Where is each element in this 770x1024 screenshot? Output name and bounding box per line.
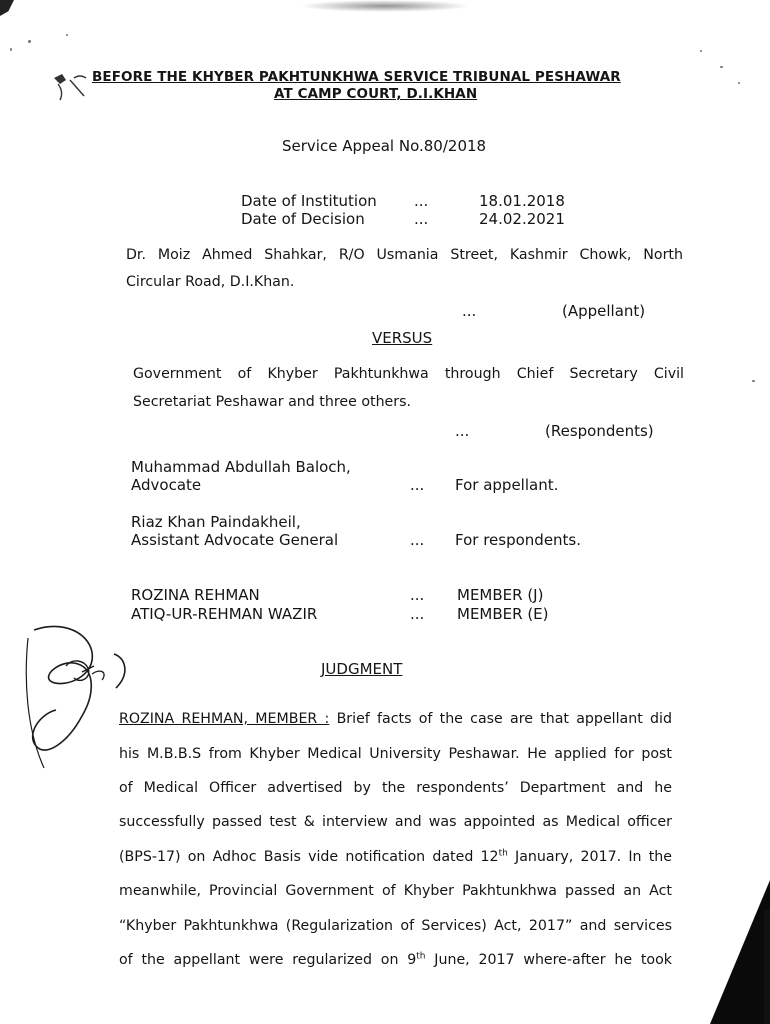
scan-corner-mark	[0, 0, 14, 16]
appellant-separator: ...	[462, 302, 477, 320]
appeal-number: Service Appeal No.80/2018	[282, 137, 487, 155]
respondents-line2: Secretariat Peshawar and three others.	[133, 394, 412, 410]
respondents-role: (Respondents)	[545, 422, 654, 440]
judgment-line-8-a: of the appellant were regularized on 9	[119, 952, 417, 968]
decision-date-value: 24.02.2021	[479, 210, 565, 228]
scan-smudge	[300, 0, 470, 12]
judgment-line-8-sup: th	[416, 951, 426, 962]
institution-date-value: 18.01.2018	[479, 192, 565, 210]
judgment-line-5-a: (BPS-17) on Adhoc Basis vide notification dated 12	[119, 849, 499, 865]
respondent-counsel-for: For respondents.	[455, 531, 582, 549]
bench-member-2-name: ATIQ-UR-REHMAN WAZIR	[131, 605, 318, 623]
judgment-line-1	[119, 711, 672, 727]
respondent-counsel-separator: ...	[410, 531, 425, 549]
appellant-counsel-for: For appellant.	[455, 476, 559, 494]
appellant-counsel-title: Advocate	[131, 476, 202, 494]
respondent-counsel-title: Assistant Advocate General	[131, 531, 339, 549]
judgment-line-2: his M.B.B.S from Khyber Medical University Peshawar. He applied for post	[119, 746, 672, 762]
appellant-counsel-name: Muhammad Abdullah Baloch,	[131, 458, 351, 476]
scan-edge-strip	[764, 910, 770, 1024]
scribble-mark-icon	[50, 70, 90, 104]
versus-heading: VERSUS	[372, 329, 433, 347]
bench-member-2-role: MEMBER (E)	[457, 605, 549, 623]
judgment-line-5	[119, 849, 672, 865]
judgment-line-8-b: June, 2017 where-after he took	[425, 952, 673, 968]
judgment-line-1-text: Brief facts of the case are that appellant did	[336, 711, 672, 727]
judgment-line-3: of Medical Officer advertised by the respondents’ Department and he	[119, 780, 672, 796]
scan-speckle	[10, 48, 12, 51]
scan-speckle	[752, 380, 755, 382]
scan-speckle	[28, 40, 31, 43]
bench-member-1-name: ROZINA REHMAN	[131, 586, 260, 604]
bench-member-1-role: MEMBER (J)	[457, 586, 544, 604]
judgment-heading: JUDGMENT	[321, 660, 403, 678]
judgment-line-7: “Khyber Pakhtunkhwa (Regularization of Services) Act, 2017” and services	[119, 918, 672, 934]
respondents-line1: Government of Khyber Pakhtunkhwa through Chief Secretary Civil	[133, 366, 684, 382]
institution-date-label: Date of Institution	[241, 192, 377, 210]
scan-speckle	[738, 82, 740, 84]
camp-court-title: AT CAMP COURT, D.I.KHAN	[274, 86, 478, 102]
respondent-counsel-name: Riaz Khan Paindakheil,	[131, 513, 301, 531]
judgment-line-4: successfully passed test & interview and was appointed as Medical officer	[119, 814, 672, 830]
appellant-counsel-separator: ...	[410, 476, 425, 494]
decision-date-label: Date of Decision	[241, 210, 365, 228]
judgment-line-5-sup: th	[498, 848, 508, 859]
institution-date-separator: ...	[414, 192, 429, 210]
bench-member-1-separator: ...	[410, 586, 425, 604]
tribunal-title: BEFORE THE KHYBER PAKHTUNKHWA SERVICE TRIBUNAL PESHAWAR	[92, 69, 621, 85]
appellant-role: (Appellant)	[562, 302, 646, 320]
judgment-line-5-b: January, 2017. In the	[507, 849, 672, 865]
bench-member-2-separator: ...	[410, 605, 425, 623]
decision-date-separator: ...	[414, 210, 429, 228]
judgment-author: ROZINA REHMAN, MEMBER :	[119, 711, 330, 727]
respondents-separator: ...	[455, 422, 470, 440]
appellant-address-line1: Dr. Moiz Ahmed Shahkar, R/O Usmania Street, Kashmir Chowk, North	[126, 247, 683, 263]
scan-speckle	[66, 34, 68, 36]
judgment-line-8	[119, 952, 672, 968]
judgment-line-6: meanwhile, Provincial Government of Khyber Pakhtunkhwa passed an Act	[119, 883, 672, 899]
scan-edge-shadow	[710, 880, 770, 1024]
scan-speckle	[720, 66, 723, 68]
appellant-address-line2: Circular Road, D.I.Khan.	[126, 274, 295, 290]
scan-speckle	[700, 50, 702, 52]
